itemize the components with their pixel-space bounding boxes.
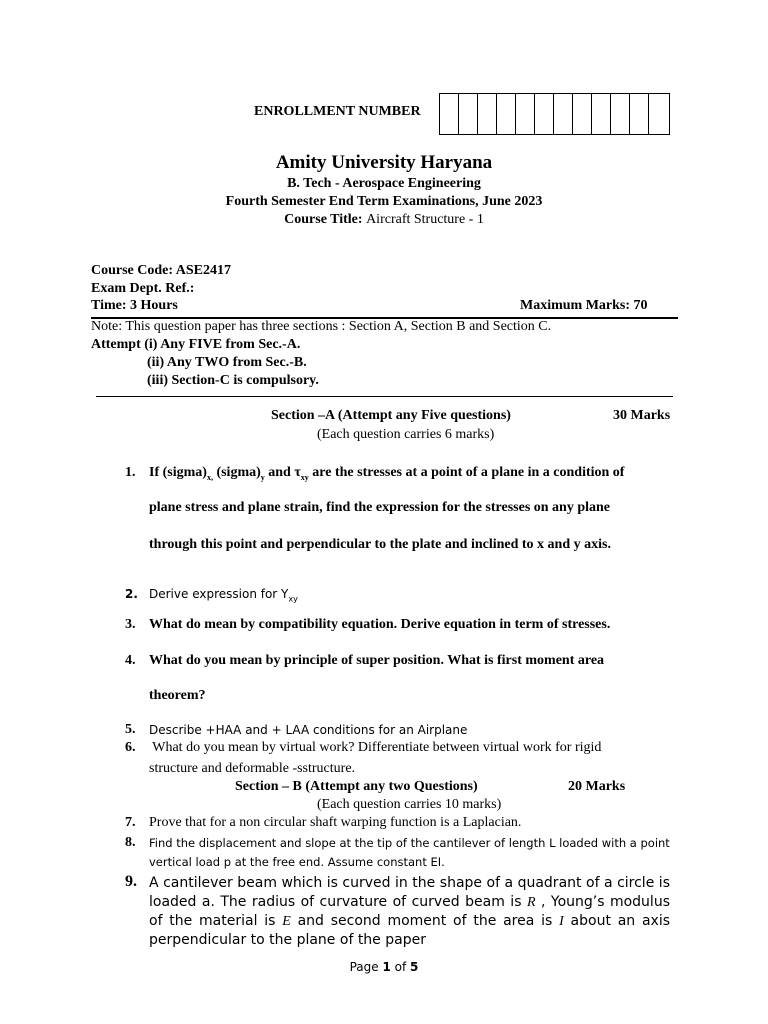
course-title	[0, 212, 768, 228]
q1-sub-y: y	[260, 472, 265, 482]
q9-text-a: A cantilever beam which is curved in the shape of a quadrant of a circle is loaded a. The radius of curvature of curved beam is	[149, 875, 670, 910]
enrollment-digit-box	[497, 94, 516, 134]
enrollment-digit-box	[592, 94, 611, 134]
exam-title: Fourth Semester End Term Examinations, June 2023	[225, 194, 543, 209]
q7-text: Prove that for a non circular shaft warping function is a Laplacian.	[149, 815, 522, 830]
enrollment-label: ENROLLMENT NUMBER	[254, 104, 421, 119]
footer-of-word: of	[390, 960, 411, 974]
q8-number: 8.	[125, 835, 136, 850]
university-name: Amity University Haryana	[275, 152, 493, 173]
q1-line-2: plane stress and plane strain, find the expression for the stresses on any plane	[149, 500, 611, 515]
section-a-title: Section –A (Attempt any Five questions)	[271, 408, 511, 423]
q9-text	[149, 874, 670, 950]
q2-text	[149, 587, 298, 603]
program-name: B. Tech - Aerospace Engineering	[287, 176, 481, 191]
q1-line-1	[149, 465, 624, 482]
enrollment-digit-box	[516, 94, 535, 134]
page-footer	[0, 960, 768, 974]
enrollment-digit-box	[554, 94, 573, 134]
q2-sub: xy	[288, 594, 298, 604]
q3-text: What do mean by compatibility equation. Derive equation in term of stresses.	[149, 617, 611, 632]
section-b-marks: 20 Marks	[568, 779, 626, 794]
q9-text-b: , Young’s modulus of the material is	[149, 894, 670, 929]
course-code: Course Code: ASE2417	[91, 263, 232, 278]
q3-number: 3.	[125, 617, 136, 632]
q9-symbol-i: I	[559, 914, 564, 929]
enrollment-digit-box	[630, 94, 649, 134]
enrollment-digit-box	[478, 94, 497, 134]
maximum-marks: Maximum Marks: 70	[520, 298, 648, 313]
q6-line-1: What do you mean by virtual work? Differentiate between virtual work for rigid	[149, 740, 602, 755]
section-b-title: Section – B (Attempt any two Questions)	[235, 779, 478, 794]
q1-sub-x: x,	[206, 472, 213, 482]
q5-number: 5.	[125, 722, 136, 737]
q8-line-1: Find the displacement and slope at the tip of the cantilever of length L loaded with a point	[149, 836, 670, 850]
enrollment-digit-box	[573, 94, 592, 134]
q2-number: 2.	[125, 587, 138, 601]
footer-page-word: Page	[349, 960, 383, 974]
q9-text-c: and second moment of the area is	[290, 913, 560, 929]
enrollment-digit-box	[440, 94, 459, 134]
q4-line-1: What do you mean by principle of super position. What is first moment area	[149, 653, 605, 668]
q9-number: 9.	[125, 873, 137, 890]
q5-text: Describe +HAA and + LAA conditions for an Airplane	[149, 723, 468, 737]
exam-dept-ref: Exam Dept. Ref.:	[91, 281, 195, 296]
instructions-divider	[96, 396, 673, 397]
q1-text-b: (sigma)	[212, 465, 261, 480]
exam-time: Time: 3 Hours	[91, 298, 178, 313]
q1-number: 1.	[125, 465, 136, 480]
footer-page-number: 1	[382, 960, 391, 974]
q9-text-d: about an axis perpendicular to the plane of the paper	[149, 913, 671, 948]
q1-line-3: through this point and perpendicular to the plate and inclined to x and y axis.	[149, 537, 611, 552]
section-a-subtitle: (Each question carries 6 marks)	[317, 427, 495, 442]
q4-number: 4.	[125, 653, 136, 668]
enrollment-digit-box	[649, 94, 669, 134]
footer-page-total: 5	[410, 960, 419, 974]
q4-line-2: theorem?	[149, 688, 206, 703]
section-a-marks: 30 Marks	[613, 408, 671, 423]
enrollment-digit-box	[535, 94, 554, 134]
q1-text-a: If (sigma)	[149, 465, 207, 480]
course-title-value: Aircraft Structure - 1	[366, 212, 484, 227]
q9-symbol-e: E	[282, 914, 291, 929]
section-b-subtitle: (Each question carries 10 marks)	[317, 797, 502, 812]
attempt-line-2: (ii) Any TWO from Sec.-B.	[147, 355, 307, 370]
note-text: Note: This question paper has three sections : Section A, Section B and Section C.	[91, 319, 552, 334]
attempt-line-3: (iii) Section-C is compulsory.	[147, 373, 319, 388]
q1-sub-xy: xy	[300, 472, 309, 482]
q6-line-2: structure and deformable -sstructure.	[149, 761, 356, 776]
enrollment-number-boxes	[439, 93, 670, 135]
attempt-line-1: Attempt (i) Any FIVE from Sec.-A.	[91, 337, 301, 352]
enrollment-digit-box	[611, 94, 630, 134]
q8-line-2: vertical load p at the free end. Assume constant EI.	[149, 855, 445, 869]
q1-text-d: are the stresses at a point of a plane in a condition of	[308, 465, 625, 480]
q6-number: 6.	[125, 740, 136, 755]
q1-text-c: and τ	[264, 465, 301, 480]
course-title-label: Course Title:	[284, 212, 363, 227]
enrollment-digit-box	[459, 94, 478, 134]
q7-number: 7.	[125, 815, 136, 830]
q9-symbol-r: R	[526, 895, 536, 910]
q2-text-main: Derive expression for Υ	[149, 587, 289, 601]
